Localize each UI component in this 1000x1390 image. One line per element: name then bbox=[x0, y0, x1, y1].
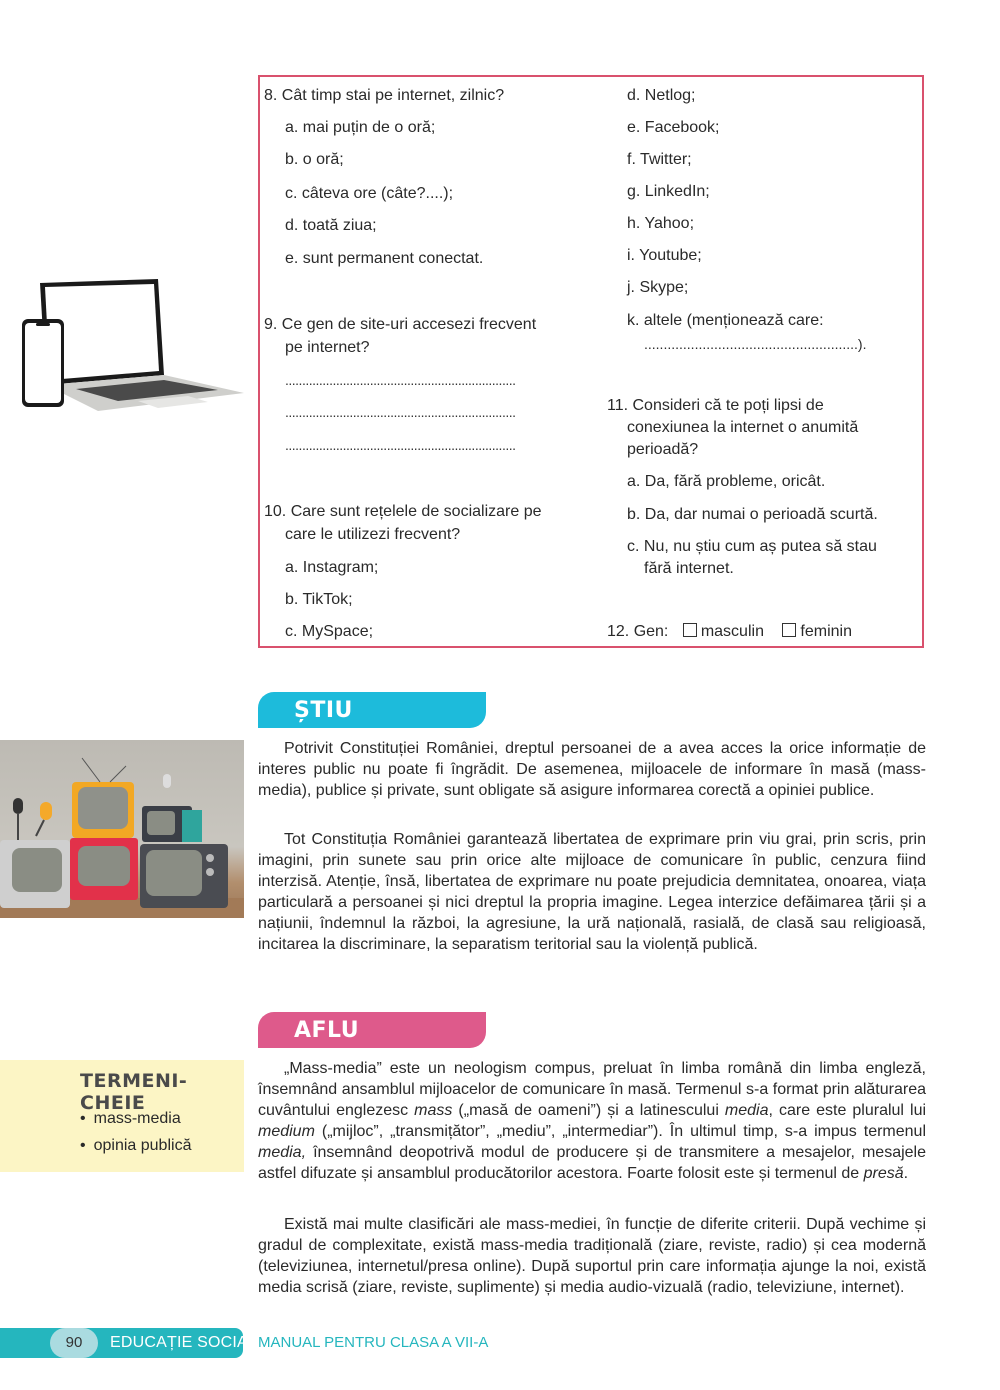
q8-option-d: d. toată ziua; bbox=[285, 217, 377, 234]
italic-term-media-2: media, bbox=[258, 1144, 307, 1161]
q12-row bbox=[607, 622, 852, 642]
q8-option-b: b. o oră; bbox=[285, 151, 344, 168]
aflu-paragraph-2: Există mai multe clasificări ale mass-mediei, în funcție de diferite criterii. După vechime și gradul de complexitate, există mass-media tradițională (ziare, reviste, radio) și cea modernă (televiziunea, internetul/presa online). După suportul prin care informația ajunge la noi, există media scrisă (ziare, reviste, suplimente) și media audio-vizuală (radio, televiziune, internet). bbox=[258, 1216, 926, 1296]
italic-term-media: media bbox=[724, 1102, 769, 1119]
q9-question-line1: 9. Ce gen de site-uri accesezi frecvent bbox=[264, 316, 537, 333]
stiu-paragraph-1: Potrivit Constituției României, dreptul persoanei de a avea acces la orice informație de interes public nu poate fi îngrădit. De asemenea, mijloacele de informare în masă (mass-media), publice și private, sunt obligate să asigure informarea corectă a opiniei publice. bbox=[258, 740, 926, 799]
text-run: , care este pluralul lui bbox=[768, 1102, 927, 1119]
q10-option-k: k. altele (menționează care: bbox=[627, 312, 824, 329]
q11-question-line1: 11. Consideri că te poți lipsi de bbox=[607, 397, 824, 414]
stiu-paragraph-2: Tot Constituția României garantează libertatea de exprimare prin viu grai, prin scris, prin imagini, prin sunete sau prin orice alte mijloace de comunicare în public, cenzura fiind interzisă. Atenție, însă, libertatea de exprimare nu poate prejudicia demnitatea, onoarea, viața particulară a persoanei și nici dreptul la propria imagine. Legea interzice defăimarea țării și a națiunii, îndemnul la război, la agresiune, la ură națională, rasială, de clasă sau religioasă, incitarea la discriminare, la separatism teritorial sau la violență publică. bbox=[258, 831, 926, 953]
q11-option-a: a. Da, fără probleme, oricât. bbox=[627, 473, 826, 490]
q8-option-e: e. sunt permanent conectat. bbox=[285, 250, 484, 267]
q8-option-c: c. câteva ore (câte?....); bbox=[285, 185, 454, 202]
q10-question-line2: care le utilizezi frecvent? bbox=[285, 526, 461, 543]
q11-option-c-cont: fără internet. bbox=[644, 560, 734, 577]
footer-manual-title: MANUAL PENTRU CLASA A VII-A bbox=[258, 1334, 489, 1351]
tv-icon bbox=[0, 740, 244, 918]
text-run: însemnând deopotrivă modul de producere și de transmitere a mesajelor, mesajele astfel difuzate și ansamblul producătorilor acestora. Foarte folosit este și termenul de bbox=[258, 1144, 926, 1182]
q11-question-line2: conexiunea la internet o anumită bbox=[627, 419, 859, 436]
q11-option-b: b. Da, dar numai o perioadă scurtă. bbox=[627, 506, 878, 523]
text-run: („masă de oameni”) și a latinescului bbox=[452, 1102, 725, 1119]
text-run: . bbox=[903, 1165, 909, 1182]
q10-option-c: c. MySpace; bbox=[285, 623, 374, 640]
q9-answer-line-3[interactable]: .................................................................... bbox=[285, 437, 516, 453]
aflu-paragraph-1 bbox=[258, 1058, 926, 1184]
key-terms-box bbox=[0, 1060, 244, 1172]
italic-term-medium: medium bbox=[258, 1123, 315, 1140]
q8-option-a: a. mai puțin de o oră; bbox=[285, 119, 436, 136]
laptop-and-phone-image bbox=[18, 275, 246, 415]
choice-masculin-label: masculin bbox=[700, 623, 764, 640]
q12-label: 12. Gen: bbox=[607, 623, 669, 640]
text-run: „Mass-media” este un neologism compus, preluat în limba română din limba engleză, însemnând ansamblul mijloacelor de comunicare în masă. Termenul s-a format prin alăturarea cuvântului englezesc bbox=[258, 1060, 926, 1119]
checkbox-feminin[interactable] bbox=[782, 623, 796, 637]
text-run: („mijloc”, „transmițător”, „mediu”, „intermediar”). În ultimul timp, s-a impus termenul bbox=[314, 1123, 926, 1140]
q9-answer-line-2[interactable]: .................................................................... bbox=[285, 404, 516, 420]
section-heading-stiu: ȘTIU bbox=[258, 692, 486, 728]
q9-question-line2: pe internet? bbox=[285, 339, 370, 356]
key-terms-title: TERMENI-CHEIE bbox=[80, 1070, 188, 1114]
q10-option-f: f. Twitter; bbox=[627, 151, 692, 168]
q9-answer-line-1[interactable]: .................................................................... bbox=[285, 372, 516, 388]
footer-subject: EDUCAȚIE SOCIALĂ bbox=[110, 1334, 268, 1351]
q11-option-c: c. Nu, nu știu cum aș putea să stau bbox=[627, 538, 877, 555]
q10-other-blank[interactable]: .......................................................). bbox=[644, 336, 867, 352]
choice-feminin-label: feminin bbox=[800, 623, 852, 640]
q8-question: 8. Cât timp stai pe internet, zilnic? bbox=[264, 87, 505, 104]
page-number: 90 bbox=[50, 1328, 98, 1358]
laptop-icon bbox=[18, 275, 246, 415]
checkbox-masculin[interactable] bbox=[683, 623, 697, 637]
q10-option-b: b. TikTok; bbox=[285, 591, 353, 608]
q10-option-d: d. Netlog; bbox=[627, 87, 696, 104]
q10-option-a: a. Instagram; bbox=[285, 559, 379, 576]
q10-option-e: e. Facebook; bbox=[627, 119, 720, 136]
italic-term-mass: mass bbox=[414, 1102, 453, 1119]
vintage-tvs-image bbox=[0, 740, 244, 918]
q10-option-j: j. Skype; bbox=[627, 279, 689, 296]
section-heading-aflu: AFLU bbox=[258, 1012, 486, 1048]
q10-option-i: i. Youtube; bbox=[627, 247, 702, 264]
italic-term-presa: presă bbox=[863, 1165, 904, 1182]
q10-option-h: h. Yahoo; bbox=[627, 215, 695, 232]
key-term-item: • mass-media bbox=[80, 1110, 181, 1128]
q11-question-line3: perioadă? bbox=[627, 441, 699, 458]
key-term-item: • opinia publică bbox=[80, 1137, 191, 1155]
q10-option-g: g. LinkedIn; bbox=[627, 183, 710, 200]
q10-question-line1: 10. Care sunt rețelele de socializare pe bbox=[264, 503, 542, 520]
